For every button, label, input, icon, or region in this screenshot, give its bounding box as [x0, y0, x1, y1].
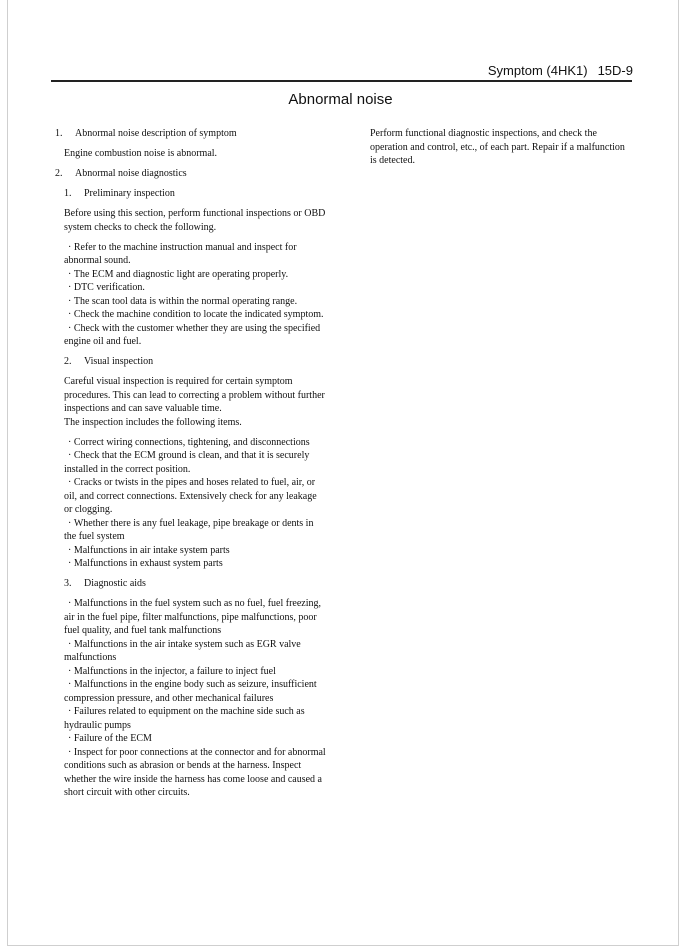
subsection-title: Preliminary inspection	[84, 188, 175, 199]
subsection-title: Visual inspection	[84, 356, 154, 367]
section-2-heading	[55, 167, 327, 181]
subsection-title: Diagnostic aids	[84, 578, 146, 589]
subsection-2-intro	[64, 375, 327, 429]
section-number: 1.	[55, 128, 63, 139]
section-title: Abnormal noise diagnostics	[75, 168, 187, 179]
list-item: · Whether there is any fuel leakage, pipe breakage or dents in the fuel system	[64, 517, 327, 544]
subsection-number: 2.	[64, 356, 72, 367]
subsection-2-heading	[64, 355, 327, 369]
page-title: Abnormal noise	[288, 91, 393, 108]
list-item: · Malfunctions in the air intake system such as EGR valve malfunctions	[64, 638, 327, 665]
list-item: · Correct wiring connections, tightening, and disconnections	[64, 436, 327, 450]
subsection-number: 3.	[64, 578, 72, 589]
section-1-text: Engine combustion noise is abnormal.	[64, 148, 218, 159]
list-item: · Malfunctions in the engine body such as seizure, insufficient compression pressure, and other mechanical failures	[64, 678, 327, 705]
running-header	[488, 63, 633, 78]
list-item: · Malfunctions in the fuel system such as no fuel, fuel freezing, air in the fuel pipe, filter malfunctions, pipe malfunctions, poor fuel quality, and fuel tank malfunctions	[64, 597, 327, 638]
list-item: · Malfunctions in air intake system parts	[64, 544, 327, 558]
subsection-1-heading	[64, 187, 327, 201]
preliminary-inspection-list	[64, 241, 327, 349]
header-rule	[51, 80, 632, 82]
subsection-1-intro: Before using this section, perform functional inspections or OBD system checks to check the following.	[64, 208, 326, 233]
header-page-code: 15D-9	[597, 63, 633, 78]
list-item: · The ECM and diagnostic light are operating properly.	[64, 268, 327, 282]
list-item: · DTC verification.	[64, 281, 327, 295]
list-item: · The scan tool data is within the normal operating range.	[64, 295, 327, 309]
list-item: · Refer to the machine instruction manual and inspect for abnormal sound.	[64, 241, 327, 268]
list-item: · Malfunctions in the injector, a failure to inject fuel	[64, 665, 327, 679]
list-item: · Cracks or twists in the pipes and hoses related to fuel, air, or oil, and correct connections. Extensively check for any leakage or clogging.	[64, 476, 327, 517]
header-section: Symptom (4HK1)	[487, 63, 588, 78]
right-column-text: Perform functional diagnostic inspections, and check the operation and control, etc., of each part. Repair if a malfunction is detected.	[370, 128, 625, 166]
diagnostic-aids-list	[64, 597, 327, 800]
list-item: · Malfunctions in exhaust system parts	[64, 557, 327, 571]
list-item: · Check with the customer whether they are using the specified engine oil and fuel.	[64, 322, 327, 349]
list-item: · Failures related to equipment on the machine side such as hydraulic pumps	[64, 705, 327, 732]
list-item: · Check that the ECM ground is clean, and that it is securely installed in the correct position.	[64, 449, 327, 476]
list-item: · Failure of the ECM	[64, 732, 327, 746]
visual-inspection-list	[64, 436, 327, 571]
subsection-3-heading	[64, 577, 327, 591]
right-column	[370, 127, 632, 168]
list-item: · Check the machine condition to locate the indicated symptom.	[64, 308, 327, 322]
section-title: Abnormal noise description of symptom	[75, 128, 237, 139]
section-number: 2.	[55, 168, 63, 179]
intro-text: Careful visual inspection is required for certain symptom procedures. This can lead to correcting a problem without further inspections and can save valuable time.	[64, 376, 325, 414]
subsection-number: 1.	[64, 188, 72, 199]
left-column	[55, 127, 327, 806]
list-item: · Inspect for poor connections at the connector and for abnormal conditions such as abrasion or bends at the harness. Inspect whether the wire inside the harness has come loose and caused a short circuit with other circuits.	[64, 746, 327, 800]
intro-text-2: The inspection includes the following items.	[64, 416, 242, 428]
section-1-heading	[55, 127, 327, 141]
